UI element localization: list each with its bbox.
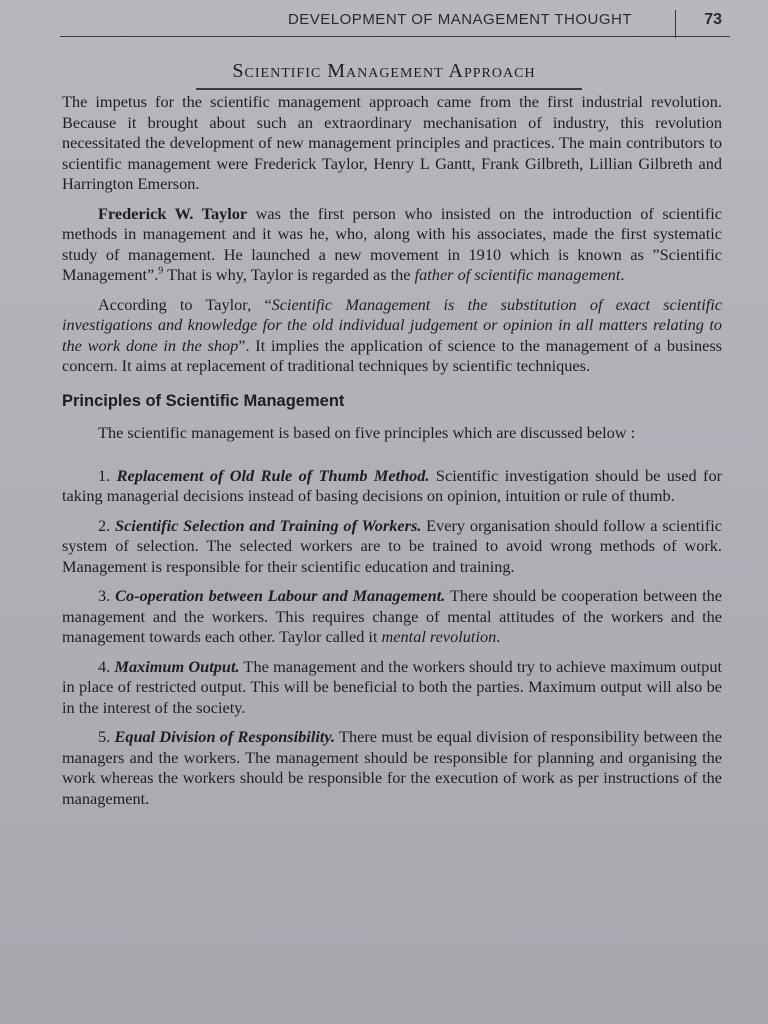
principles-intro: The scientific management is based on five principles which are discussed below : xyxy=(98,423,636,442)
p2-text-1: was the first person who insisted on the introduction of scientific methods in management and it was he, who, along with his associates, made the first systematic study of management. He launched a new movement in 1910 which is known as ”Scientific Management”. xyxy=(62,203,722,284)
page-body xyxy=(62,92,722,818)
p3-start: According to Taylor, “ xyxy=(98,294,272,314)
p2-text-2: That is why, Taylor is regarded as the xyxy=(163,265,415,284)
p2-end: . xyxy=(620,265,625,284)
principle-item xyxy=(62,466,722,507)
principle-number: 2. xyxy=(98,515,116,535)
principle-title: Replacement of Old Rule of Thumb Method. xyxy=(116,465,430,485)
principle-number: 3. xyxy=(98,586,116,605)
intro-paragraph-1: The impetus for the scientific management approach came from the first industrial revolution. Because it brought about such an extraordinary mechanisation of industry, this revolution necessitated the development of new management principles and practices. The main contributors to scientific management were Frederick Taylor, Henry L Gantt, Frank Gilbreth, Lillian Gilbreth and Harrington Emerson. xyxy=(62,92,722,193)
footnote-marker: 9 xyxy=(158,265,164,277)
page-number: 73 xyxy=(704,11,722,28)
principle-item xyxy=(62,657,722,719)
p2-italic: father of scientific management xyxy=(414,265,621,284)
principle-item xyxy=(62,727,722,809)
principle-number: 4. xyxy=(98,656,115,676)
intro-paragraph-3 xyxy=(62,295,722,377)
principle-italic: mental revolution xyxy=(381,627,497,646)
principle-title: Equal Division of Responsibility. xyxy=(114,727,336,746)
principle-text: Every organisation should follow a scientific system of selection. The selected workers are to be trained to avoid wrong methods of work. Management is responsible for their scientific education and training. xyxy=(62,515,723,576)
principle-text: There should be cooperation between the management and the workers. This requires change of mental attitudes of the workers and the management towards each other. Taylor called it xyxy=(62,586,722,646)
principle-title: Maximum Output. xyxy=(114,656,240,676)
principle-text: The management and the workers should try to achieve maximum output in place of restricted output. This will be beneficial to both the parties. Maximum output will also be in the interest of the society. xyxy=(62,656,722,717)
principle-number: 1. xyxy=(98,465,117,485)
section-title: Scientific Management Approach xyxy=(232,60,536,82)
section-title-underline xyxy=(196,88,582,90)
principles-heading: Principles of Scientific Management xyxy=(62,391,345,410)
running-head xyxy=(60,8,730,37)
taylor-quote: Scientific Management is the substitution of exact scientific investigations and knowledge for the old individual judgement or opinion in all matters relating to the work done in the shop xyxy=(62,294,722,355)
intro-paragraph-2 xyxy=(62,204,722,286)
running-title: DEVELOPMENT OF MANAGEMENT THOUGHT xyxy=(287,11,632,28)
principle-text: There must be equal division of responsibility between the managers and the workers. The management should be responsible for planning and organising the work whereas the workers should be responsible for the execution of work as per instructions of the management. xyxy=(62,727,722,808)
principle-item xyxy=(62,586,722,648)
principle-end: . xyxy=(496,627,501,646)
principle-title: Co-operation between Labour and Management. xyxy=(115,586,446,605)
principle-text: Scientific investigation should be used for taking managerial decisions instead of basing decisions on opinion, intuition or rule of thumb. xyxy=(62,465,723,505)
header-divider xyxy=(675,10,677,38)
p3-rest: ”. It implies the application of science to the management of a business concern. It aims at replacement of traditional techniques by scientific techniques. xyxy=(62,335,723,375)
principle-item xyxy=(62,516,722,578)
principle-title: Scientific Selection and Training of Workers. xyxy=(115,515,422,535)
taylor-name: Frederick W. Taylor xyxy=(98,203,248,223)
principle-number: 5. xyxy=(98,727,115,746)
